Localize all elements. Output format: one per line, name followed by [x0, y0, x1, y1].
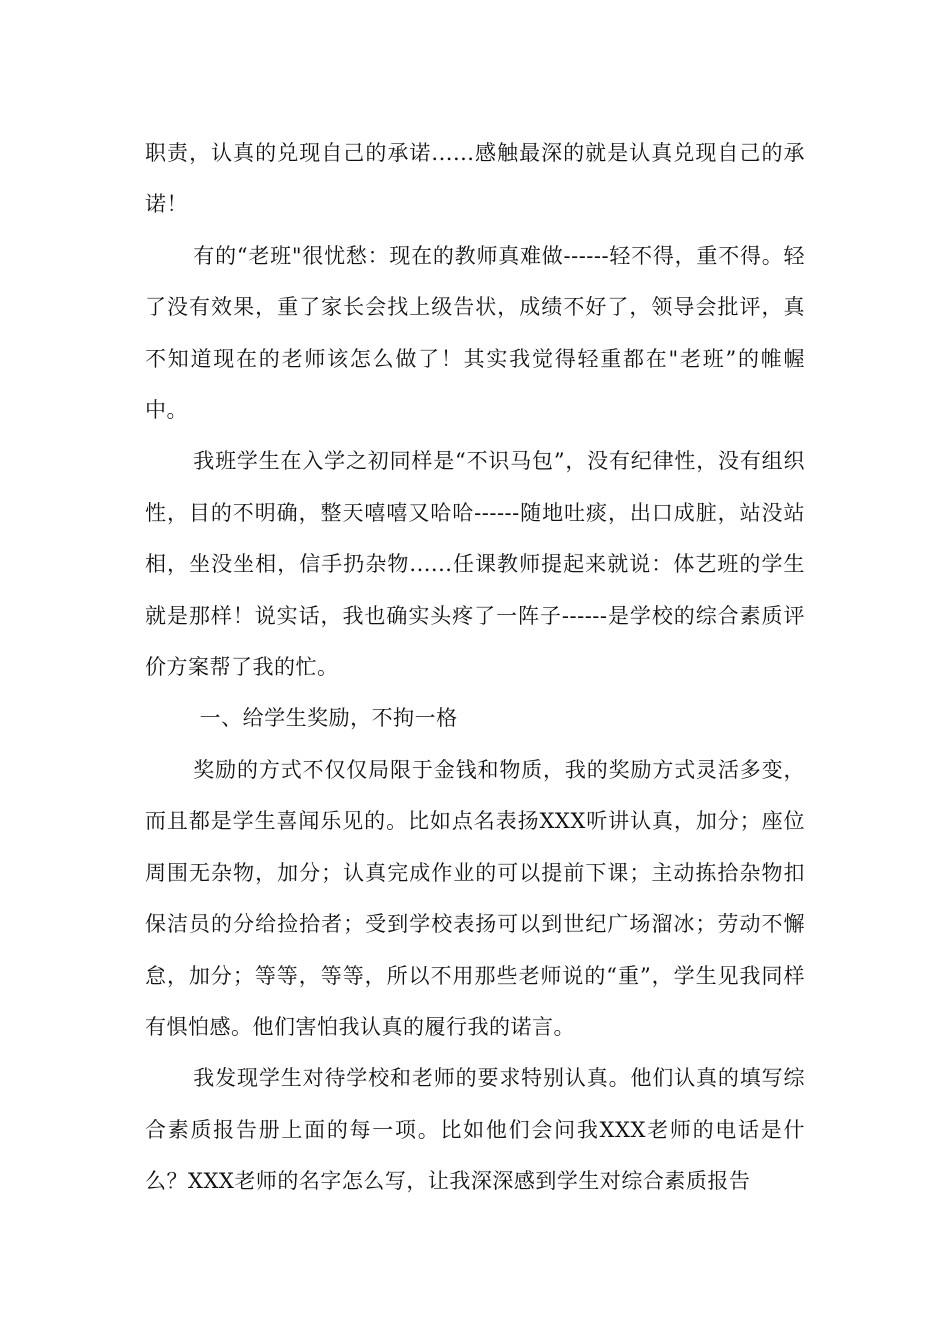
paragraph-student-attitude: 我发现学生对待学校和老师的要求特别认真。他们认真的填写综合素质报告册上面的每一项。比如他们会问我XXX老师的电话是什么？XXX老师的名字怎么写，让我深深感到学生对综合素质报告 — [145, 1066, 805, 1194]
paragraph-reward-methods: 奖励的方式不仅仅局限于金钱和物质，我的奖励方式灵活多变，而且都是学生喜闻乐见的。比如点名表扬XXX听讲认真，加分；座位周围无杂物，加分；认真完成作业的可以提前下课；主动拣拾杂物扣保洁员的分给捡拾者；受到学校表扬可以到世纪广场溜冰；劳动不懈怠，加分；等等，等等，所以不用那些老师说的“重”，学生见我同样有惧怕感。他们害怕我认真的履行我的诺言。 — [145, 757, 805, 1039]
paragraph-continuation: 职责，认真的兑现自己的承诺......感触最深的就是认真兑现自己的承诺！ — [145, 141, 805, 217]
document-page — [145, 128, 805, 1208]
section-heading-rewards: 一、给学生奖励，不拘一格 — [199, 706, 458, 731]
paragraph-class-students: 我班学生在入学之初同样是“不识马包”，没有纪律性，没有组织性，目的不明确，整天嘻嘻又哈哈------随地吐痰，出口成脏，站没站相，坐没坐相，信手扔杂物......任课教师提起来就说：体艺班的学生就是那样！说实话，我也确实头疼了一阵子------是学校的综合素质评价方案帮了我的忙。 — [145, 449, 805, 680]
paragraph-laoban-worry: 有的“老班"很忧愁：现在的教师真难做------轻不得，重不得。轻了没有效果，重了家长会找上级告状，成绩不好了，领导会批评，真不知道现在的老师该怎么做了！其实我觉得轻重都在"老班”的帷幄中。 — [145, 243, 805, 423]
